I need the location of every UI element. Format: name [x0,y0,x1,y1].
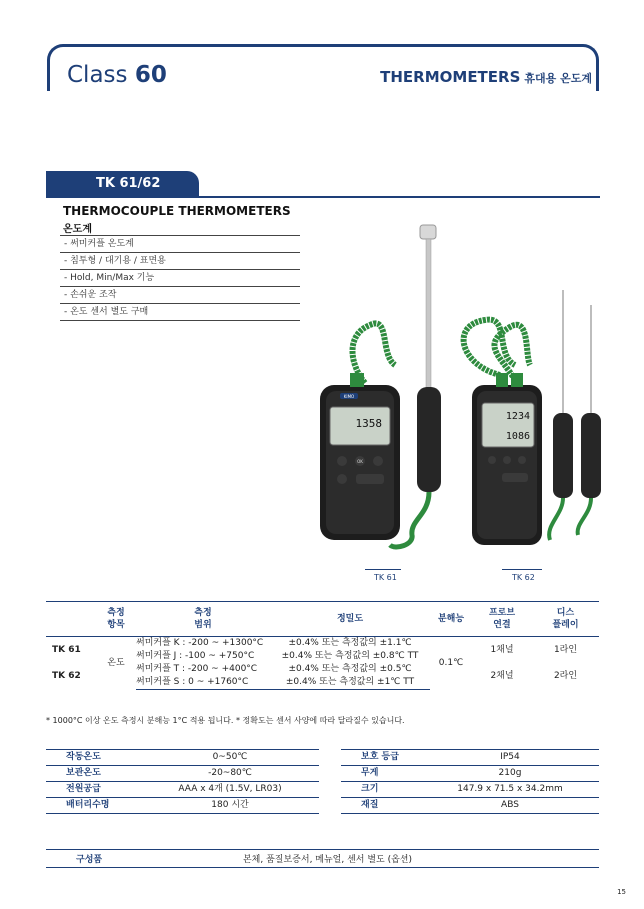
spec-header-row [46,602,599,637]
header-accuracy: 정밀도 [336,614,364,624]
range-value: 써미커플 S : 0 ~ +1760°C [136,676,270,690]
table-row: 무게 210g [341,766,599,782]
tk62-display-top: 1234 [505,411,530,422]
header-range: 측정 범위 [194,608,212,630]
range-value: 써미커플 T : -200 ~ +400°C [136,664,258,674]
header-item: 측정 항목 [107,608,125,630]
range-value: 써미커플 J : -100 ~ +750°C [136,651,255,661]
item-value: 온도 [107,657,125,668]
table-row: 크기 147.9 x 71.5 x 34.2mm [341,782,599,798]
probe-value: 1채널 [490,644,514,655]
tk62-caption-line [502,569,542,570]
model-name: TK 61 [52,644,81,655]
header-resolution: 분해능 [437,614,465,624]
components-row [46,849,599,868]
tk61-display: 1358 [355,417,382,430]
category-en: THERMOMETERS [380,68,521,86]
tk62-caption: TK 62 [512,573,535,582]
accuracy-value: ±0.4% 또는 측정값의 ±0.5℃ [288,664,412,674]
category-title [380,68,592,86]
probe-value: 2채널 [490,670,514,681]
feature-item: - Hold, Min/Max 기능 [60,269,300,286]
tk61-device [320,225,441,547]
feature-item: - 손쉬운 조작 [60,286,300,303]
spec-table-left [46,749,319,814]
range-value: 써미커플 K : -200 ~ +1300°C [136,638,264,648]
product-image [300,215,620,575]
tk62-display-bottom: 1086 [505,431,530,442]
accuracy-value: ±0.4% 또는 측정값의 ±1.1℃ [288,638,412,648]
footnote: * 1000°C 이상 온도 측정시 분해능 1°C 적용 됩니다. * 정확도는 센서 사양에 따라 달라질수 있습니다. [46,716,405,725]
table-row: 배터리수명 180 시간 [46,798,319,814]
display-value: 1라인 [553,644,578,655]
class-prefix: Class [67,62,128,88]
header-probe: 프로브 연결 [488,608,516,630]
header-display: 디스 플레이 [552,608,579,630]
spec-table-right [341,749,599,814]
tk61-caption-line [365,569,401,570]
class-number: 60 [134,62,167,88]
brand-logo: KIMO [343,394,355,399]
product-subtitle: 온도계 [63,224,92,235]
product-title: THERMOCOUPLE THERMOMETERS [63,204,291,218]
category-ko: 휴대용 온도계 [524,72,592,85]
tk61-caption: TK 61 [374,573,397,582]
components-value: 본체, 품질보증서, 메뉴얼, 센서 별도 (옵션) [242,855,412,865]
accuracy-value: ±0.4% 또는 측정값의 ±0.8℃ TT [281,651,419,661]
model-rule [46,196,600,198]
page-number: 15 [617,888,626,896]
ok-label: OK [357,459,363,464]
components-label: 구성품 [76,855,103,865]
table-row [46,637,599,651]
table-row: 전원공급 AAA x 4개 (1.5V, LR03) [46,782,319,798]
tk62-device [464,290,601,545]
table-row: 작동온도 0~50℃ [46,750,319,766]
feature-item: - 써미커플 온도계 [60,235,300,252]
display-value: 2라인 [553,670,578,681]
table-row: 재질 ABS [341,798,599,814]
feature-list [60,235,300,321]
class-label [67,62,167,88]
spec-table [46,601,599,690]
table-row: 보관온도 -20~80℃ [46,766,319,782]
feature-item: - 침투형 / 대기용 / 표면용 [60,252,300,269]
table-row: 보호 등급 IP54 [341,750,599,766]
model-name: TK 62 [52,670,81,681]
feature-item: - 온도 센서 별도 구매 [60,303,300,321]
model-tab: TK 61/62 [46,171,199,196]
accuracy-value: ±0.4% 또는 측정값의 ±1℃ TT [270,676,430,690]
resolution-value: 0.1℃ [438,657,464,668]
